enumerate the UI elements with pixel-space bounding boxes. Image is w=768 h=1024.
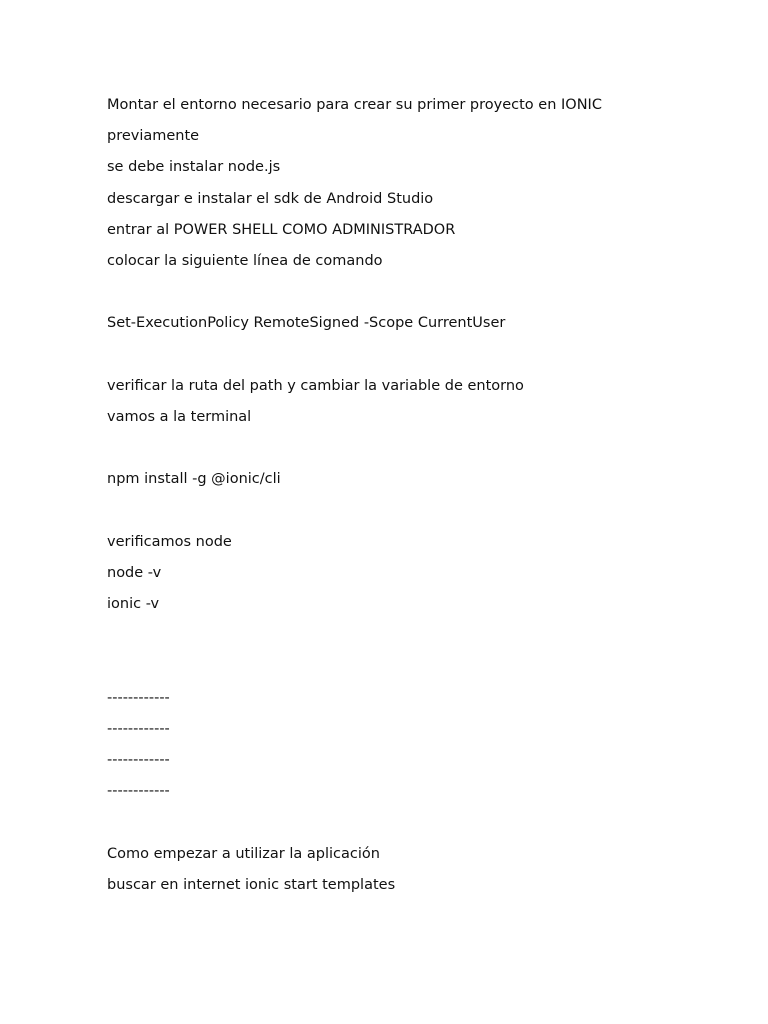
text-line: se debe instalar node.js bbox=[107, 159, 281, 176]
command-line: ionic -v bbox=[107, 596, 160, 612]
text-line: entrar al POWER SHELL COMO ADMINISTRADOR bbox=[107, 221, 456, 238]
text-line: Montar el entorno necesario para crear su primer proyecto en IONIC bbox=[107, 97, 602, 113]
separator-line: ------------ bbox=[107, 720, 170, 737]
text-line: verificar la ruta del path y cambiar la variable de entorno bbox=[107, 377, 524, 394]
blank-line bbox=[107, 495, 707, 526]
text-line: buscar en internet ionic start templates bbox=[107, 876, 396, 893]
separator-line: ------------ bbox=[107, 689, 170, 706]
blank-line bbox=[107, 433, 707, 464]
text-line: previamente bbox=[107, 128, 200, 145]
text-line: descargar e instalar el sdk de Android Studio bbox=[107, 190, 434, 207]
blank-line bbox=[107, 807, 707, 838]
text-line: verificamos node bbox=[107, 533, 232, 550]
text-line: Como empezar a utilizar la aplicación bbox=[107, 845, 380, 862]
command-line: Set-ExecutionPolicy RemoteSigned -Scope CurrentUser bbox=[107, 315, 506, 332]
command-line: npm install -g @ionic/cli bbox=[107, 471, 281, 488]
blank-line bbox=[107, 651, 707, 682]
blank-line bbox=[107, 620, 707, 651]
separator-line: ------------ bbox=[107, 751, 170, 768]
text-line: vamos a la terminal bbox=[107, 408, 252, 425]
text-line: colocar la siguiente línea de comando bbox=[107, 252, 383, 269]
command-line: node -v bbox=[107, 564, 162, 581]
blank-line bbox=[107, 277, 707, 308]
separator-line: ------------ bbox=[107, 783, 170, 800]
blank-line bbox=[107, 340, 707, 371]
document-body bbox=[107, 90, 707, 901]
